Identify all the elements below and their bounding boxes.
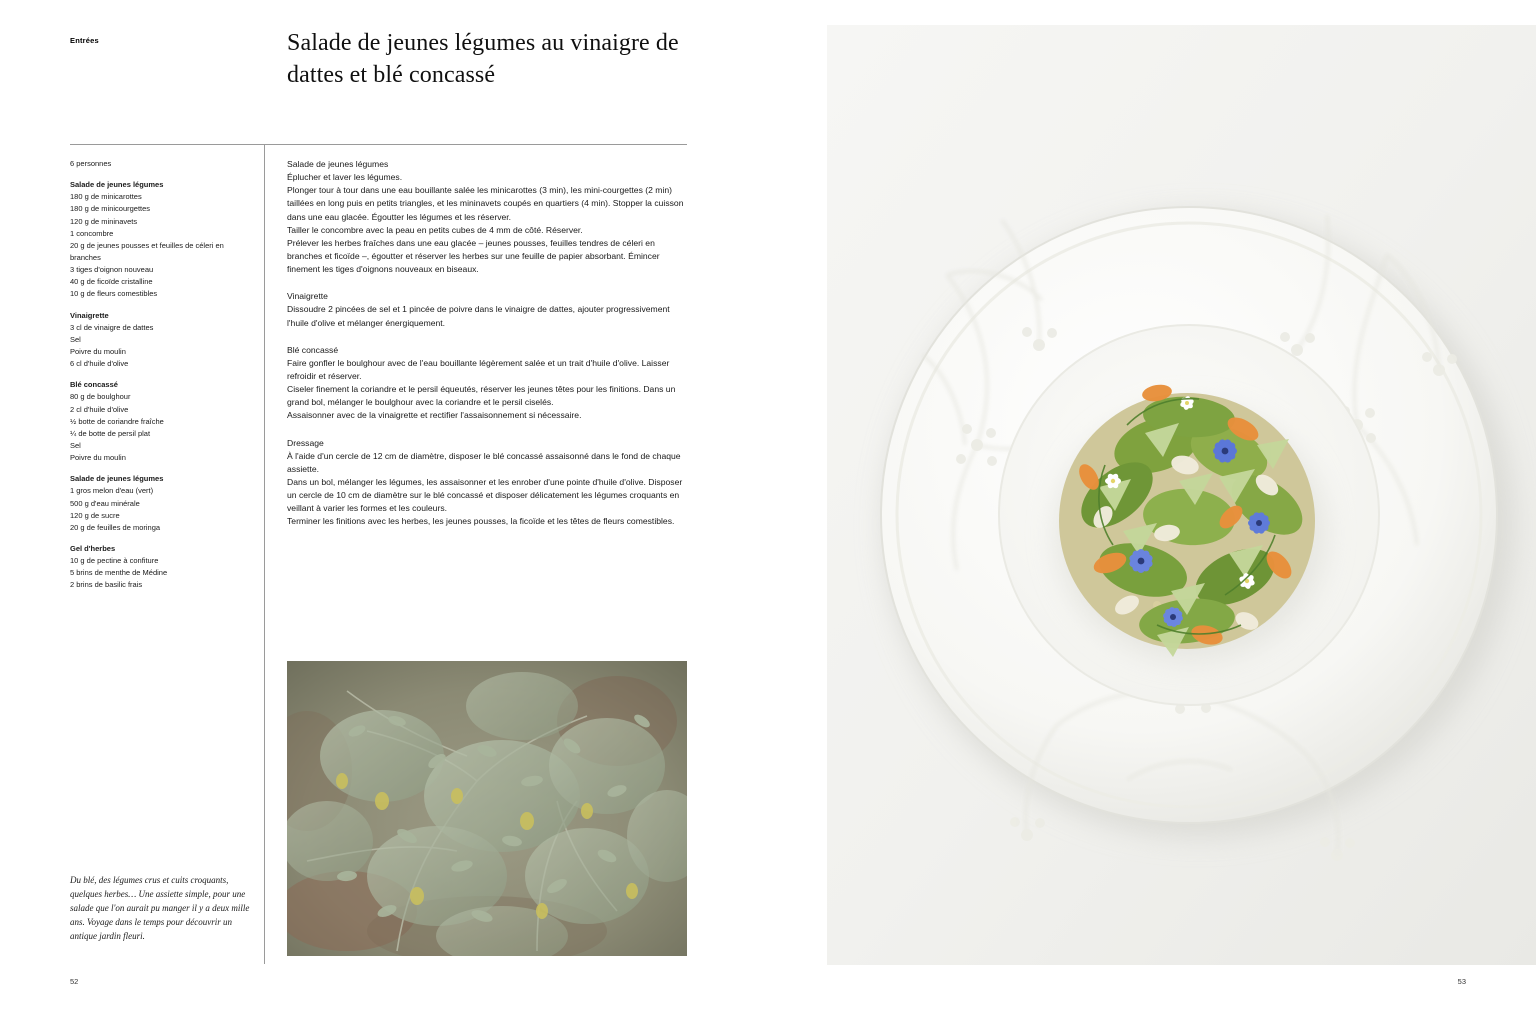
method-paragraph: À l'aide d'un cercle de 12 cm de diamètre, disposer le blé concassé assaisonné dans le fond de chaque assiette.	[287, 450, 681, 474]
method-heading: Blé concassé	[287, 344, 339, 355]
ingredient-group-heading: Salade de jeunes légumes	[70, 474, 164, 484]
method-block	[287, 158, 687, 276]
list-item: 1 gros melon d'eau (vert)	[70, 486, 154, 496]
list-item: 3 cl de vinaigre de dattes	[70, 322, 154, 332]
method-column	[287, 158, 687, 543]
list-item: 500 g d'eau minérale	[70, 498, 140, 508]
plant-photo-image	[287, 661, 687, 956]
ingredient-group	[70, 310, 245, 371]
ingredient-group-heading: Vinaigrette	[70, 310, 109, 320]
ingredient-group	[70, 379, 245, 464]
method-paragraph: Terminer les finitions avec les herbes, les jeunes pousses, la ficoïde et les têtes de fleurs comestibles.	[287, 516, 675, 527]
ingredient-group-heading: Gel d'herbes	[70, 543, 116, 553]
ingredient-list	[70, 485, 245, 534]
method-heading: Vinaigrette	[287, 291, 328, 302]
list-item: 3 tiges d'oignon nouveau	[70, 265, 154, 275]
list-item: Sel	[70, 334, 81, 344]
method-paragraph: Faire gonfler le boulghour avec de l'eau bouillante légèrement salée et un trait d'huile d'olive. Laisser refroidir et réserver.	[287, 357, 670, 381]
list-item: Poivre du moulin	[70, 346, 126, 356]
method-paragraph: Prélever les herbes fraîches dans une eau glacée – jeunes pousses, feuilles tendres de céleri en branches et ficoïde –, égoutter et réserver les herbes sur une feuille de papier absorbant. Émincer finement les tiges d'oignons nouveaux en biseaux.	[287, 237, 660, 275]
method-paragraph: Ciseler finement la coriandre et le persil équeutés, réserver les jeunes têtes pour les finitions. Dans un grand bol, mélanger le boulghour avec la coriandre et le persil ciselés.	[287, 384, 676, 408]
ingredient-list	[70, 191, 245, 300]
method-paragraph: Dissoudre 2 pincées de sel et 1 pincée de poivre dans le vinaigre de dattes, ajouter progressivement l'huile d'olive et mélanger énergiquement.	[287, 304, 670, 328]
dish-photo-image	[827, 25, 1536, 965]
list-item: 80 g de boulghour	[70, 392, 131, 402]
caption: Du blé, des légumes crus et cuits croquants, quelques herbes… Une assiette simple, pour une salade que l'on aurait pu manger il y a deux mille ans. Voyage dans le temps pour découvrir un antique jardin fleuri.	[70, 875, 250, 941]
page-number-right: 53	[1457, 977, 1466, 986]
list-item: Poivre du moulin	[70, 453, 126, 463]
ingredients-column	[70, 158, 245, 601]
ingredient-list	[70, 391, 245, 464]
list-item: ½ botte de coriandre fraîche	[70, 416, 164, 426]
list-item: 6 cl d'huile d'olive	[70, 359, 129, 369]
list-item: 2 cl d'huile d'olive	[70, 404, 129, 414]
list-item: ¼ de botte de persil plat	[70, 428, 151, 438]
method-paragraph: Éplucher et laver les légumes.	[287, 172, 403, 183]
list-item: 2 brins de basilic frais	[70, 580, 143, 590]
ingredient-group	[70, 473, 245, 534]
method-paragraph: Plonger tour à tour dans une eau bouillante salée les minicarottes (3 min), les mini-courgettes (2 min) taillées en long puis en petits triangles, et les mininavets coupés en quartiers (4 min). Stopper la cuisson dans une eau glacée. Égoutter les légumes et les réserver.	[287, 185, 684, 222]
ingredient-list	[70, 322, 245, 371]
ingredient-group-heading: Salade de jeunes légumes	[70, 180, 164, 190]
method-paragraph: Tailler le concombre avec la peau en petits cubes de 4 mm de côté. Réserver.	[287, 224, 583, 235]
method-block	[287, 344, 687, 423]
plant-photo	[287, 661, 687, 956]
list-item: 180 g de minicourgettes	[70, 204, 151, 214]
horizontal-rule	[70, 144, 687, 145]
method-heading: Dressage	[287, 437, 324, 448]
vertical-rule	[264, 144, 265, 964]
method-block	[287, 290, 687, 329]
category-label: Entrées	[70, 36, 99, 45]
servings-label: 6 personnes	[70, 159, 112, 168]
dish-photo	[827, 25, 1536, 965]
list-item: 10 g de fleurs comestibles	[70, 289, 158, 299]
list-item: 40 g de ficoïde cristalline	[70, 277, 153, 287]
method-heading: Salade de jeunes légumes	[287, 159, 389, 169]
ingredient-group	[70, 543, 245, 592]
list-item: 180 g de minicarottes	[70, 192, 142, 202]
method-paragraph: Dans un bol, mélanger les légumes, les assaisonner et les enrober d'une pointe d'huile d'olive. Disposer un cercle de 10 cm de diamètre sur le blé concassé et disposer délicatement les légumes croquants en veillant à varier les formes et les couleurs.	[287, 476, 683, 514]
list-item: 120 g de mininavets	[70, 216, 138, 226]
list-item: 5 brins de menthe de Médine	[70, 568, 168, 578]
list-item: Sel	[70, 440, 81, 450]
list-item: 20 g de feuilles de moringa	[70, 522, 161, 532]
page-title: Salade de jeunes légumes au vinaigre de dattes et blé concassé	[287, 30, 679, 88]
list-item: 20 g de jeunes pousses et feuilles de céleri en branches	[70, 240, 224, 262]
page-right	[768, 0, 1536, 1014]
page-number-left: 52	[70, 977, 79, 986]
ingredient-list	[70, 555, 245, 591]
list-item: 1 concombre	[70, 228, 114, 238]
ingredient-group	[70, 179, 245, 300]
method-paragraph: Assaisonner avec de la vinaigrette et rectifier l'assaisonnement si nécessaire.	[287, 410, 582, 421]
method-block	[287, 437, 687, 529]
list-item: 10 g de pectine à confiture	[70, 556, 159, 566]
list-item: 120 g de sucre	[70, 510, 120, 520]
ingredient-group-heading: Blé concassé	[70, 380, 118, 390]
